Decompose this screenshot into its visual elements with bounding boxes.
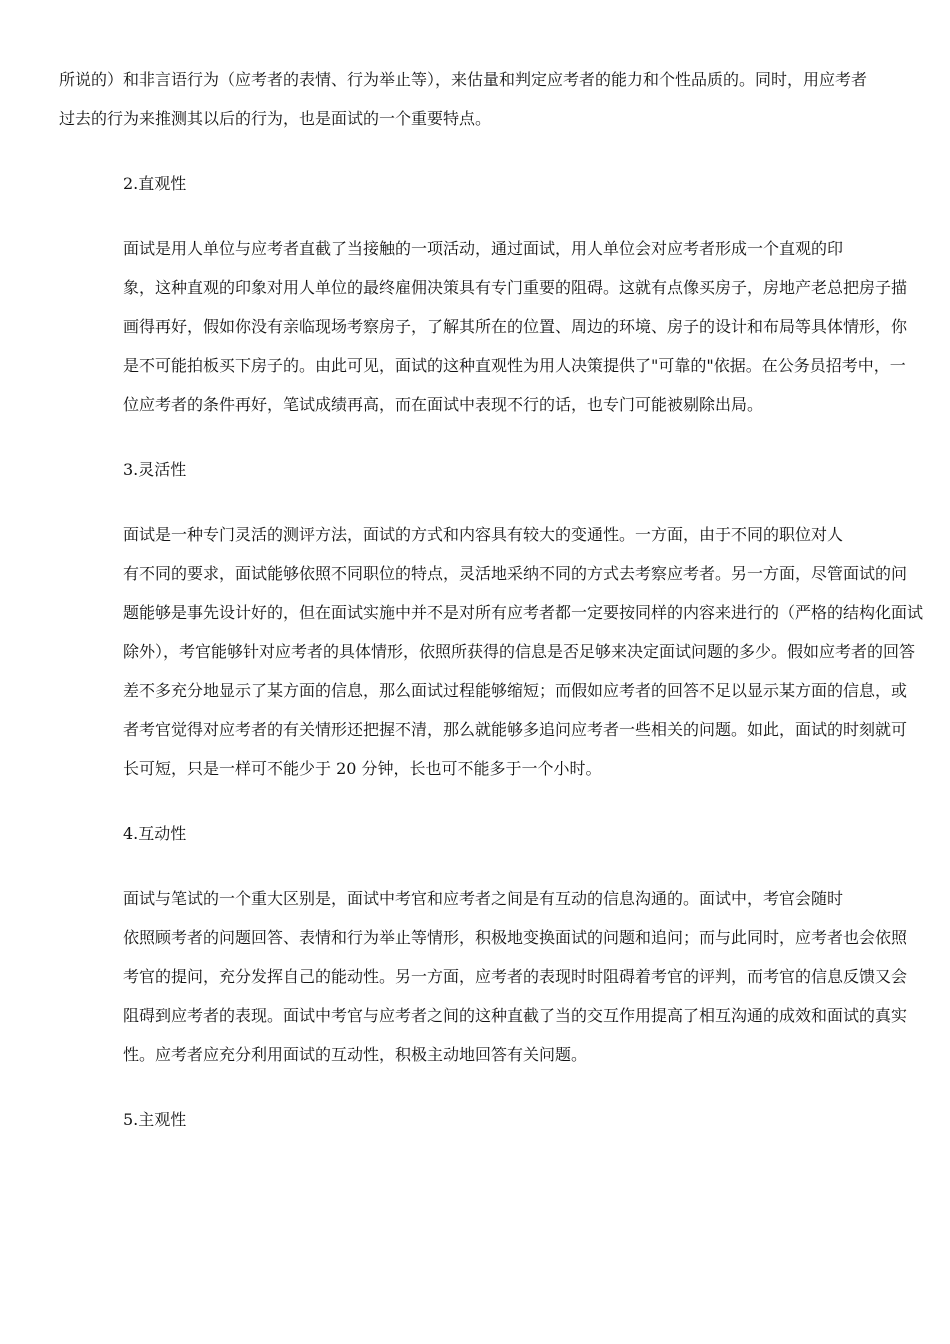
- text-line: 面试与笔试的一个重大区别是，面试中考官和应考者之间是有互动的信息沟通的。面试中，考官会随时: [123, 889, 844, 908]
- text-line: 过去的行为来推测其以后的行为，也是面试的一个重要特点。: [59, 109, 492, 128]
- text-line: 面试是用人单位与应考者直截了当接触的一项活动，通过面试，用人单位会对应考者形成一个直观的印: [123, 239, 844, 258]
- text-line: 依照顾考者的问题回答、表情和行为举止等情形，积极地变换面试的问题和追问；而与此同时，应考者也会依照: [123, 928, 908, 947]
- text-line: 阻碍到应考者的表现。面试中考官与应考者之间的这种直截了当的交互作用提高了相互沟通的成效和面试的真实: [123, 1006, 908, 1025]
- paragraph-flexibility: [59, 515, 924, 788]
- text-line: 考官的提问，充分发挥自己的能动性。另一方面，应考者的表现时时阻碍着考官的评判，而考官的信息反馈又会: [123, 967, 908, 986]
- text-line: 长可短，只是一样可不能少于 20 分钟，长也可不能多于一个小时。: [123, 759, 602, 778]
- text-line: 面试是一种专门灵活的测评方法，面试的方式和内容具有较大的变通性。一方面，由于不同的职位对人: [123, 525, 844, 544]
- paragraph-intro-continued: [59, 60, 891, 138]
- text-line: 有不同的要求，面试能够依照不同职位的特点，灵活地采纳不同的方式去考察应考者。另一方面，尽管面试的问: [123, 564, 908, 583]
- text-line: 所说的）和非言语行为（应考者的表情、行为举止等），来估量和判定应考者的能力和个性品质的。同时，用应考者: [59, 70, 868, 89]
- text-line: 题能够是事先设计好的，但在面试实施中并不是对所有应考者都一定要按同样的内容来进行的（严格的结构化面试: [123, 603, 924, 622]
- document-page: [59, 60, 924, 1165]
- section-heading-subjectivity: 5.主观性: [123, 1110, 187, 1129]
- text-line: 者考官觉得对应考者的有关情形还把握不清，那么就能够多追问应考者一些相关的问题。如此，面试的时刻就可: [123, 720, 908, 739]
- section-heading-flexibility: 3.灵活性: [123, 460, 187, 479]
- text-line: 除外），考官能够针对应考者的具体情形，依照所获得的信息是否足够来决定面试问题的多少。假如应考者的回答: [123, 642, 916, 661]
- text-line: 性。应考者应充分利用面试的互动性，积极主动地回答有关问题。: [123, 1045, 588, 1064]
- text-line: 位应考者的条件再好，笔试成绩再高，而在面试中表现不行的话，也专门可能被剔除出局。: [123, 395, 764, 414]
- paragraph-intuitiveness: [59, 229, 908, 424]
- section-heading-interactivity: 4.互动性: [123, 824, 187, 843]
- section-heading-intuitiveness: 2.直观性: [123, 174, 187, 193]
- paragraph-interactivity: [59, 879, 908, 1074]
- text-line: 象，这种直观的印象对用人单位的最终雇佣决策具有专门重要的阻碍。这就有点像买房子，房地产老总把房子描: [123, 278, 908, 297]
- text-line: 差不多充分地显示了某方面的信息，那么面试过程能够缩短；而假如应考者的回答不足以显示某方面的信息，或: [123, 681, 908, 700]
- text-line: 是不可能拍板买下房子的。由此可见，面试的这种直观性为用人决策提供了"可靠的"依据。在公务员招考中，一: [123, 356, 906, 375]
- text-line: 画得再好，假如你没有亲临现场考察房子，了解其所在的位置、周边的环境、房子的设计和布局等具体情形，你: [123, 317, 908, 336]
